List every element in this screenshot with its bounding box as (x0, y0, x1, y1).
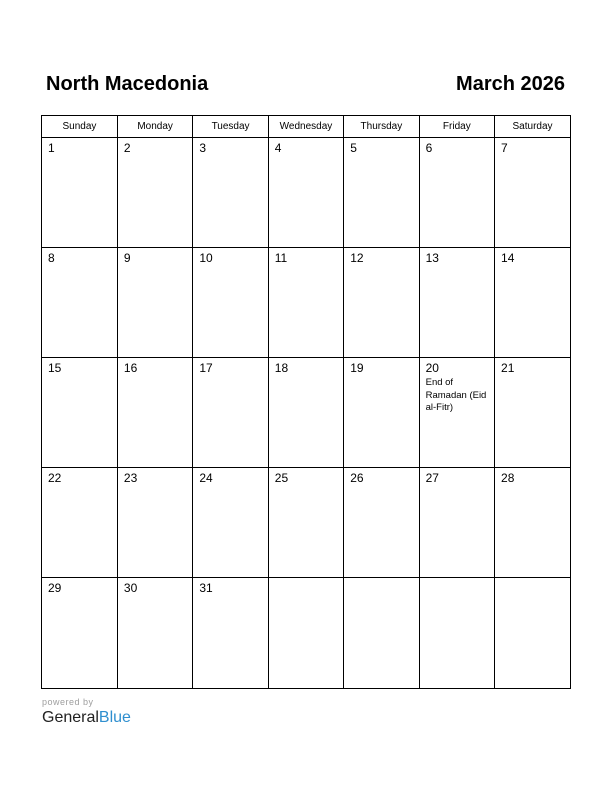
day-number: 14 (501, 251, 515, 266)
day-number: 15 (48, 361, 62, 376)
day-cell (344, 248, 419, 358)
day-number: 29 (48, 581, 62, 596)
day-cell (344, 358, 419, 468)
day-cell-holiday (419, 358, 494, 468)
day-cell (495, 248, 570, 358)
day-number: 11 (274, 251, 288, 266)
holiday-label: End of Ramadan (Eid al-Fitr) (425, 377, 487, 414)
day-number: 20 (425, 361, 439, 376)
weekday-header: Friday (419, 116, 494, 138)
day-cell (117, 138, 192, 248)
day-number: 31 (199, 581, 213, 596)
powered-by-text: powered by (42, 697, 94, 707)
day-number: 28 (501, 471, 515, 486)
day-cell (42, 248, 117, 358)
week-row (42, 138, 570, 248)
day-number: 3 (199, 141, 207, 155)
day-cell (42, 578, 117, 688)
day-cell (419, 138, 494, 248)
day-cell (268, 468, 343, 578)
weekday-header: Monday (117, 116, 192, 138)
day-number: 5 (350, 141, 357, 155)
day-cell-empty (495, 578, 570, 688)
weekday-header: Sunday (42, 116, 117, 138)
weekday-header: Wednesday (268, 116, 343, 138)
day-cell (344, 468, 419, 578)
day-cell (117, 578, 192, 688)
weekday-header: Saturday (495, 116, 570, 138)
day-number: 10 (199, 251, 213, 266)
day-number: 16 (123, 361, 138, 376)
week-row (42, 358, 570, 468)
day-number: 6 (425, 141, 433, 155)
day-number: 2 (123, 141, 131, 155)
day-number: 13 (425, 251, 439, 266)
day-cell (117, 468, 192, 578)
brand-name-blue: Blue (98, 709, 131, 726)
brand-name-general: General (42, 709, 99, 726)
day-cell-empty (419, 578, 494, 688)
day-number: 17 (199, 361, 213, 376)
day-cell (344, 138, 419, 248)
day-number: 4 (274, 141, 282, 155)
day-cell-empty (268, 578, 343, 688)
day-number: 23 (123, 471, 138, 486)
day-cell (495, 138, 570, 248)
day-cell (495, 468, 570, 578)
weekday-header: Tuesday (193, 116, 268, 138)
day-cell (268, 138, 343, 248)
day-number: 7 (501, 141, 508, 155)
day-cell (193, 248, 268, 358)
day-number: 25 (274, 471, 289, 486)
day-number: 26 (350, 471, 364, 486)
day-cell-empty (344, 578, 419, 688)
day-number: 24 (199, 471, 213, 486)
day-cell (193, 578, 268, 688)
week-row (42, 578, 570, 688)
week-row (42, 468, 570, 578)
day-cell (268, 358, 343, 468)
page-title-country: North Macedonia (46, 73, 209, 95)
day-number: 19 (350, 361, 364, 376)
day-number: 8 (48, 251, 55, 266)
brand-logo (42, 708, 131, 728)
day-cell (419, 468, 494, 578)
day-cell (193, 358, 268, 468)
weekday-header: Thursday (344, 116, 419, 138)
day-number: 12 (350, 251, 364, 266)
day-cell (42, 468, 117, 578)
day-cell (117, 358, 192, 468)
weekday-header-row (42, 116, 570, 138)
day-number: 22 (48, 471, 62, 486)
day-number: 30 (123, 581, 138, 596)
day-cell (419, 248, 494, 358)
day-number: 18 (274, 361, 289, 376)
day-cell (193, 468, 268, 578)
day-cell (117, 248, 192, 358)
day-number: 9 (123, 251, 131, 266)
day-cell (268, 248, 343, 358)
page-title-month: March 2026 (456, 73, 565, 95)
week-row (42, 248, 570, 358)
day-cell (42, 358, 117, 468)
calendar-grid (41, 115, 571, 689)
footer-brand (42, 697, 131, 728)
day-number: 21 (501, 361, 515, 376)
day-number: 1 (48, 141, 55, 155)
day-cell (495, 358, 570, 468)
day-number: 27 (425, 471, 439, 486)
day-cell (42, 138, 117, 248)
day-cell (193, 138, 268, 248)
